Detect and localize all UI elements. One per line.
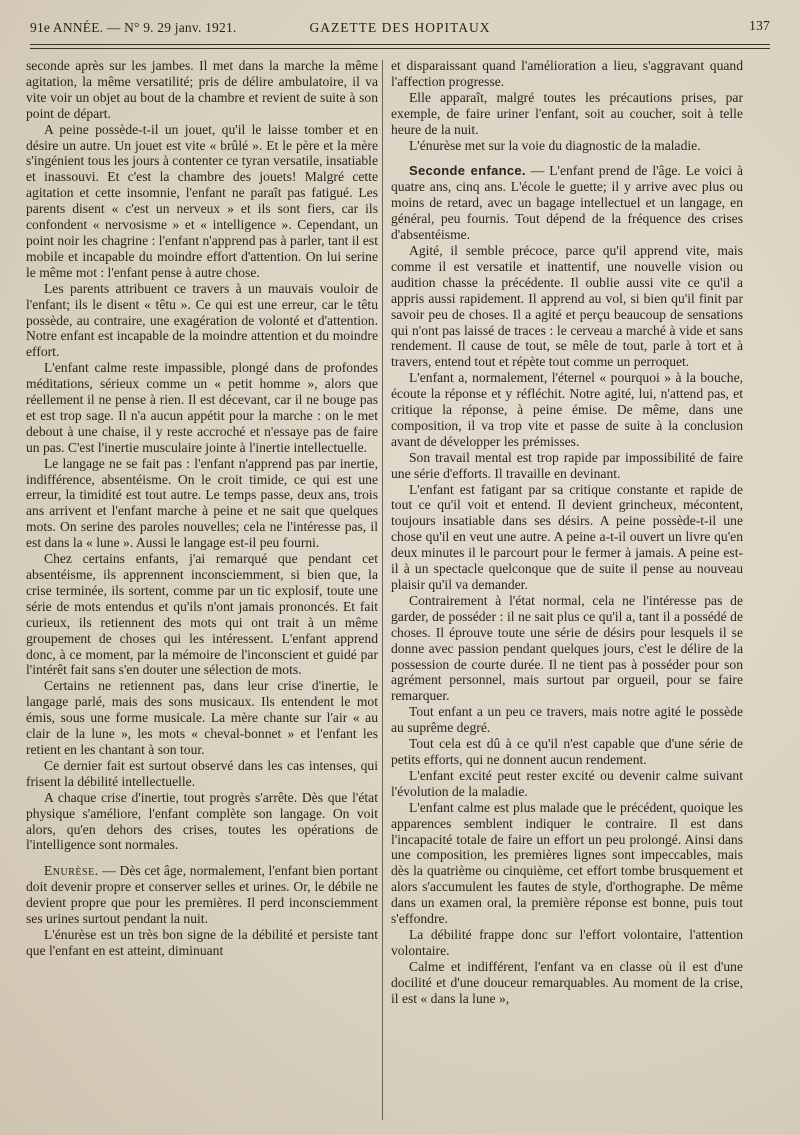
journal-title: GAZETTE DES HOPITAUX <box>309 20 491 35</box>
column-divider <box>382 60 383 1120</box>
paragraph: Calme et indifférent, l'enfant va en classe où il est d'une docilité et d'une douceur remarquables. Au moment de la crise, il est « dans la lune », <box>391 958 743 1006</box>
paragraph: Chez certains enfants, j'ai remarqué que pendant cet absentéisme, ils apprennent inconsciemment, si bien que, la crise terminée, ils sortent, comme par un tic explosif, toute une série de mots entendus et qu'ils n'ont jamais prononcés. Et fait curieux, ils retiennent des mots qui ont trait à un même groupement de choses qui les intéressent. L'enfant apprend donc, à ce moment, par la mémoire de l'inconscient et guidé par l'intérêt fait sans s'en douter une sélection de mots. <box>26 551 378 678</box>
paragraph: Elle apparaît, malgré toutes les précautions prises, par exemple, de faire uriner l'enfant, soit au coucher, soit à telle heure de la nuit. <box>391 89 743 137</box>
paragraph: L'enfant calme reste impassible, plongé dans de profondes méditations, sérieux comme un « petit homme », alors que réellement il ne pense à rien. Il est décevant, car il ne bouge pas et est trop sage. Il n'a aucun appétit pour la marche : on le met debout à une chaise, il y reste accroché et n'essaye pas de faire un pas. C'est l'inertie musculaire jointe à l'inertie intellectuelle. <box>26 360 378 455</box>
paragraph: Certains ne retiennent pas, dans leur crise d'inertie, le langage parlé, mais des sons musicaux. Ils entendent le mot émis, sous une forme musicale. La mère chante sur l'air « au clair de la lune », les mots « cheval-bonnet » et l'enfant les retient en les chantant à son tour. <box>26 678 378 757</box>
left-column <box>26 58 378 959</box>
paragraph: Les parents attribuent ce travers à un mauvais vouloir de l'enfant; ils le disent « têtu ». Ce qui est une erreur, car le têtu possède, au contraire, une exagération de volonté et d'attention. Notre enfant est incapable de la moindre attention et du moindre effort. <box>26 280 378 360</box>
paragraph: La débilité frappe donc sur l'effort volontaire, l'attention volontaire. <box>391 926 743 958</box>
right-column <box>391 58 743 1006</box>
paragraph: Tout enfant a un peu ce travers, mais notre agité le possède au suprême degré. <box>391 704 743 736</box>
paragraph: L'enfant calme est plus malade que le précédent, quoique les apparences semblent indiquer le contraire. Il est dans l'incapacité totale de faire un effort un peu prolongé. Ainsi dans une composition, les premières lignes sont impeccables, mais dès la quatrième ou cinquième, cet effort tombe brusquement et alors s'accumulent les fautes de style, d'orthographe. De même dans un examen oral, la première réponse est bonne, puis tout s'effondre. <box>391 799 743 927</box>
enuresis-paragraph <box>26 863 378 927</box>
paragraph: seconde après sur les jambes. Il met dans la marche la même agitation, la même versatilité; pris de délire ambulatoire, il va vite voir un objet au bout de la chambre et revient de suite à son point de départ. <box>26 58 378 121</box>
header-rule-thin <box>30 48 770 49</box>
paragraph-text: — L'enfant prend de l'âge. Le voici à quatre ans, cinq ans. L'école le guette; il y arrive avec plus ou moins de retard, avec un bagage intellectuel et un langage, en général, peu fournis. Tout dépend de la fréquence des crises d'absentéisme. <box>391 163 744 243</box>
paragraph: Tout cela est dû à ce qu'il n'est capable que d'une série de petits efforts, qui ne donnent aucun rendement. <box>391 736 743 767</box>
page-number: 137 <box>749 18 770 33</box>
second-childhood-paragraph <box>391 163 743 243</box>
paragraph: Le langage ne se fait pas : l'enfant n'apprend pas par inertie, indifférence, absentéisme. On le croit timide, ce qui est une erreur, la timidité est tout autre. Le temps passe, deux ans, trois ans arrivent et l'enfant marche à peine et ne sait que quelques mots. On serine des paroles nouvelles; cela ne l'intéresse pas, il est dans la « lune ». Aussi le langage est-il peu fourni. <box>26 455 378 551</box>
header-rule <box>30 44 770 45</box>
page-header <box>30 14 770 40</box>
paragraph: L'énurèse est un très bon signe de la débilité et persiste tant que l'enfant en est atteint, diminuant <box>26 926 378 958</box>
section-heading-enuresis: Enurèse. <box>44 863 99 879</box>
paragraph: Contrairement à l'état normal, cela ne l'intéresse pas de garder, de posséder : il ne sait plus ce qu'il a, tant il a possédé de choses. Il éprouve toute une série de désirs pour lesquels il se donne avec passion pendant quelques jours, c'est le délire de la possession de courte durée. Il ne tient pas à posséder pour son agrément personnel, mais surtout par orgueil, pour se faire remarquer. <box>391 592 743 704</box>
paragraph: L'enfant est fatigant par sa critique constante et rapide de tout ce qu'il voit et entend. Il devient grincheux, mécontent, toujours insatiable dans ses désirs. A peine possède-t-il une chose qu'il en veut une autre. A peine a-t-il ouvert un livre qu'en deux minutes il le parcourt pour le fermer à jamais. A peine est-il à un spectacle quelconque que de suite il pense au nouveau plaisir qu'il va demander. <box>391 481 743 592</box>
paragraph: Agité, il semble précoce, parce qu'il apprend vite, mais comme il est versatile et inattentif, une nouvelle vision ou audition chasse la précédente. Il oublie aussi vite ce qu'il a appris aussi rapidement. Il apprend au vol, si bien qu'il finit par savoir peu de choses. Il a agité et perçu beaucoup de sensations qui n'ont pas laissé de traces : le cerveau a marché à vide et sans rendement. Il cause de tout, se mêle de tout, parle à tort et à travers, entend tout et répète tout comme un perroquet. <box>391 242 743 370</box>
paragraph: L'enfant a, normalement, l'éternel « pourquoi » à la bouche, écoute la réponse et y réfléchit. Notre agité, lui, n'attend pas, et critique la réponse, à peine émise. De même, dans une composition, il va trop vite et passe de suite à la conclusion avant de développer les prémisses. <box>391 370 743 449</box>
paragraph: et disparaissant quand l'amélioration a lieu, s'aggravant quand l'affection progresse. <box>391 58 743 89</box>
paragraph: Son travail mental est trop rapide par impossibilité de faire une série d'efforts. Il travaille en devinant. <box>391 449 743 481</box>
paragraph: A chaque crise d'inertie, tout progrès s'arrête. Dès que l'état physique s'améliore, l'enfant complète son langage. On voit alors, qu'en dehors des crises, toutes les opérations de l'intelligence sont normales. <box>26 789 378 853</box>
paragraph: A peine possède-t-il un jouet, qu'il le laisse tomber et en désire un autre. Un jouet est vite « brûlé ». Et le père et la mère s'ingénient tous les jours à contenter ce tyran versatile, insatiable et inassouvi. Et c'est la chambre des jouets! Malgré cette agitation et cette insomnie, l'enfant ne paraît pas fatigué. Les parents disent « c'est un nerveux » et ils sont fiers, car ils confondent « nervosisme » et « intelligence ». Cependant, un point noir les chagrine : l'enfant n'apprend pas à parler, tant il est mobile et incapable du moindre effort d'attention. On lui serine le même mot : l'enfant pense à autre chose. <box>26 121 378 280</box>
paragraph: Ce dernier fait est surtout observé dans les cas intenses, qui frisent la débilité intellectuelle. <box>26 757 378 789</box>
section-heading-second-childhood: Seconde enfance. <box>409 163 526 179</box>
paragraph-text: — Dès cet âge, normalement, l'enfant bien portant doit devenir propre et conserver selles et urines. Or, le débile ne devient propre que pour les premières. Il perd inconsciemment ses urines surtout pendant la nuit. <box>26 863 378 927</box>
paragraph: L'énurèse met sur la voie du diagnostic de la maladie. <box>409 137 701 153</box>
issue-info: 91e ANNÉE. — N° 9. 29 janv. 1921. <box>30 20 237 35</box>
paragraph: L'enfant excité peut rester excité ou devenir calme suivant l'évolution de la maladie. <box>391 767 743 799</box>
